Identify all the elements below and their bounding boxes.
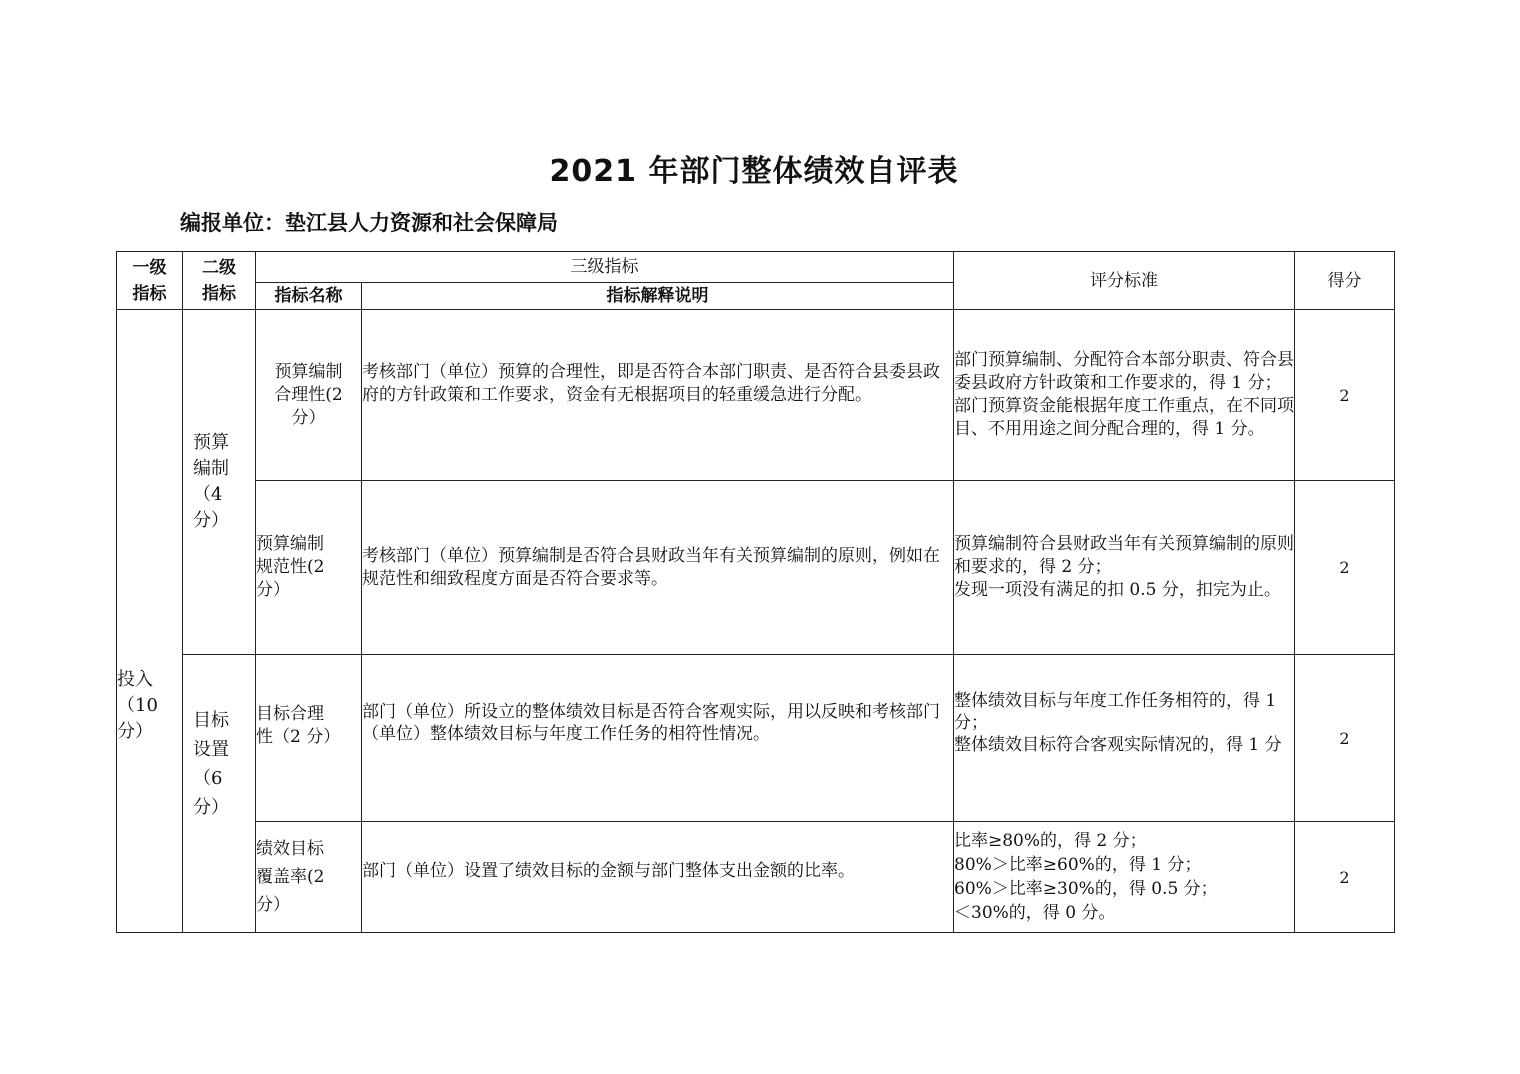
indicator-explain: 考核部门（单位）预算编制是否符合县财政当年有关预算编制的原则，例如在规范性和细致程度方面是否符合要求等。 bbox=[362, 481, 954, 655]
scoring-criteria: 部门预算编制、分配符合本部分职责、符合县委县政府方针政策和工作要求的，得 1 分； 部门预算资金能根据年度工作重点，在不同项目、不用用途之间分配合理的，得 1 分。 bbox=[954, 310, 1295, 481]
score-value: 2 bbox=[1295, 310, 1395, 481]
header-level2: 二级 指标 bbox=[183, 252, 256, 310]
scoring-criteria: 预算编制符合县财政当年有关预算编制的原则和要求的，得 2 分； 发现一项没有满足的扣 0.5 分，扣完为止。 bbox=[954, 481, 1295, 655]
indicator-explain: 部门（单位）设置了绩效目标的金额与部门整体支出金额的比率。 bbox=[362, 822, 954, 933]
header-score: 得分 bbox=[1295, 252, 1395, 310]
reporting-unit: 编报单位：垫江县人力资源和社会保障局 bbox=[180, 211, 558, 235]
header-indicator-name: 指标名称 bbox=[256, 283, 362, 310]
indicator-explain: 部门（单位）所设立的整体绩效目标是否符合客观实际，用以反映和考核部门（单位）整体绩效目标与年度工作任务的相符性情况。 bbox=[362, 655, 954, 822]
indicator-name: 目标合理 性（2 分） bbox=[256, 655, 362, 822]
indicator-explain: 考核部门（单位）预算的合理性，即是否符合本部门职责、是否符合县委县政府的方针政策和工作要求，资金有无根据项目的轻重缓急进行分配。 bbox=[362, 310, 954, 481]
level1-input: 投入 （10 分） bbox=[117, 310, 183, 933]
score-value: 2 bbox=[1295, 481, 1395, 655]
score-value: 2 bbox=[1295, 822, 1395, 933]
indicator-name: 绩效目标 覆盖率(2 分） bbox=[256, 822, 362, 933]
evaluation-table bbox=[116, 251, 1395, 933]
scoring-criteria: 比率≥80%的，得 2 分； 80%＞比率≥60%的，得 1 分； 60%＞比率≥30%的，得 0.5 分； ＜30%的，得 0 分。 bbox=[954, 822, 1295, 933]
header-level3: 三级指标 bbox=[256, 252, 954, 283]
scoring-criteria: 整体绩效目标与年度工作任务相符的，得 1 分； 整体绩效目标符合客观实际情况的，得 1 分 bbox=[954, 655, 1295, 822]
level2-budget: 预算 编制 （4 分） bbox=[183, 310, 256, 655]
header-criteria: 评分标准 bbox=[954, 252, 1295, 310]
header-indicator-explain: 指标解释说明 bbox=[362, 283, 954, 310]
page-title: 2021 年部门整体绩效自评表 bbox=[549, 154, 959, 189]
header-level1: 一级 指标 bbox=[117, 252, 183, 310]
level2-target: 目标 设置 （6 分） bbox=[183, 655, 256, 933]
indicator-name: 预算编制 合理性(2 分） bbox=[256, 310, 362, 481]
score-value: 2 bbox=[1295, 655, 1395, 822]
indicator-name: 预算编制 规范性(2 分） bbox=[256, 481, 362, 655]
